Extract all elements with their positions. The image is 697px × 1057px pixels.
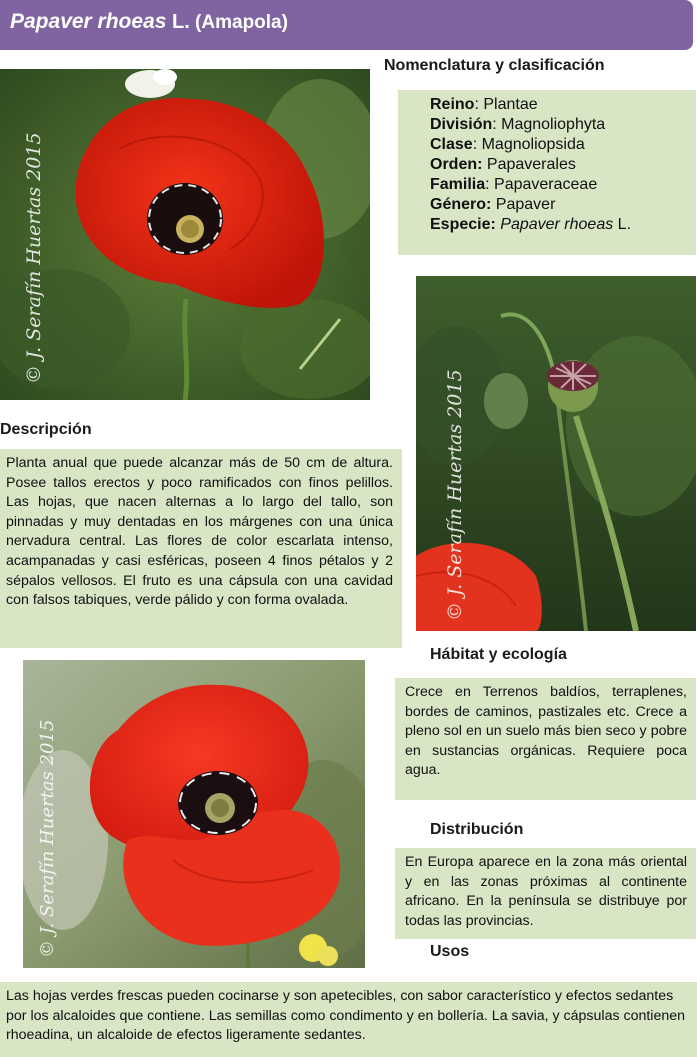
classification-row: División: Magnoliophyta — [430, 116, 606, 133]
watermark — [23, 132, 45, 384]
classification-row: Clase: Magnoliopsida — [430, 136, 585, 153]
uses-text: Las hojas verdes frescas pueden cocinarse y son apetecibles, con sabor característico y efectos sedantes por los alcaloides que contiene. Las semillas como condimento y en bollería. La savia, y cápsulas contienen rhoeadina, un alcaloide de efectos ligeramente sedantes. — [6, 988, 686, 1044]
classification-box — [398, 90, 696, 255]
uses-box — [0, 982, 697, 1057]
classification-row: Orden: Papaverales — [430, 156, 576, 173]
uses-heading: Usos — [430, 943, 470, 960]
classification-list — [398, 90, 696, 235]
habitat-text: Crece en Terrenos baldíos, terraplenes, bordes de caminos, pastizales etc. Crece a pleno sol en un suelo más bien seco y pobre en sustancias orgánicas. Requiere poca agua. — [405, 684, 687, 779]
description-heading: Descripción — [0, 421, 92, 438]
poppy-capsule-photo — [416, 276, 696, 631]
classification-row: Familia: Papaveraceae — [430, 176, 598, 193]
distribution-heading: Distribución — [430, 821, 524, 838]
description-box — [0, 449, 402, 648]
page-title — [10, 10, 288, 34]
classification-row: Especie: Papaver rhoeas L. — [430, 216, 632, 233]
description-text: Planta anual que puede alcanzar más de 50 cm de altura. Posee tallos erectos y poco ramificados con finos pelillos. Las hojas, que nacen alternas a lo largo del tallo, son pinnadas y muy dentadas en los márgenes con una única nervadura central. Las flores de color escarlata intenso, acampanadas y casi esféricas, poseen 4 finos pétalos y 2 sépalos vellosos. El fruto es una cápsula con una cavidad con falsos tabiques, verde pálido y con forma ovalada. — [6, 455, 393, 609]
distribution-box — [395, 848, 696, 939]
poppy-flower-photo — [0, 69, 370, 400]
svg-text:© J. Serafín Huertas 2015: © J. Serafín Huertas 2015 — [444, 369, 466, 621]
watermark — [37, 720, 58, 958]
species-common-name: (Amapola) — [189, 12, 288, 33]
svg-text:© J. Serafín Huertas 2015: © J. Serafín Huertas 2015 — [23, 132, 45, 384]
species-latin-name: Papaver rhoeas — [10, 10, 167, 33]
title-banner — [0, 0, 693, 50]
habitat-box — [395, 678, 696, 800]
svg-text:© J. Serafín Huertas 2015: © J. Serafín Huertas 2015 — [37, 719, 58, 958]
nomenclature-heading: Nomenclatura y clasificación — [384, 57, 605, 74]
poppy-bloom-photo — [23, 660, 365, 968]
classification-row: Reino: Plantae — [430, 96, 538, 113]
species-author: L. — [166, 11, 190, 33]
habitat-heading: Hábitat y ecología — [430, 646, 567, 663]
distribution-text: En Europa aparece en la zona más oriental y en las zonas próximas al continente africano. En la península se distribuye por todas las provincias. — [405, 854, 687, 929]
classification-row: Género: Papaver — [430, 196, 556, 213]
watermark — [444, 369, 466, 621]
